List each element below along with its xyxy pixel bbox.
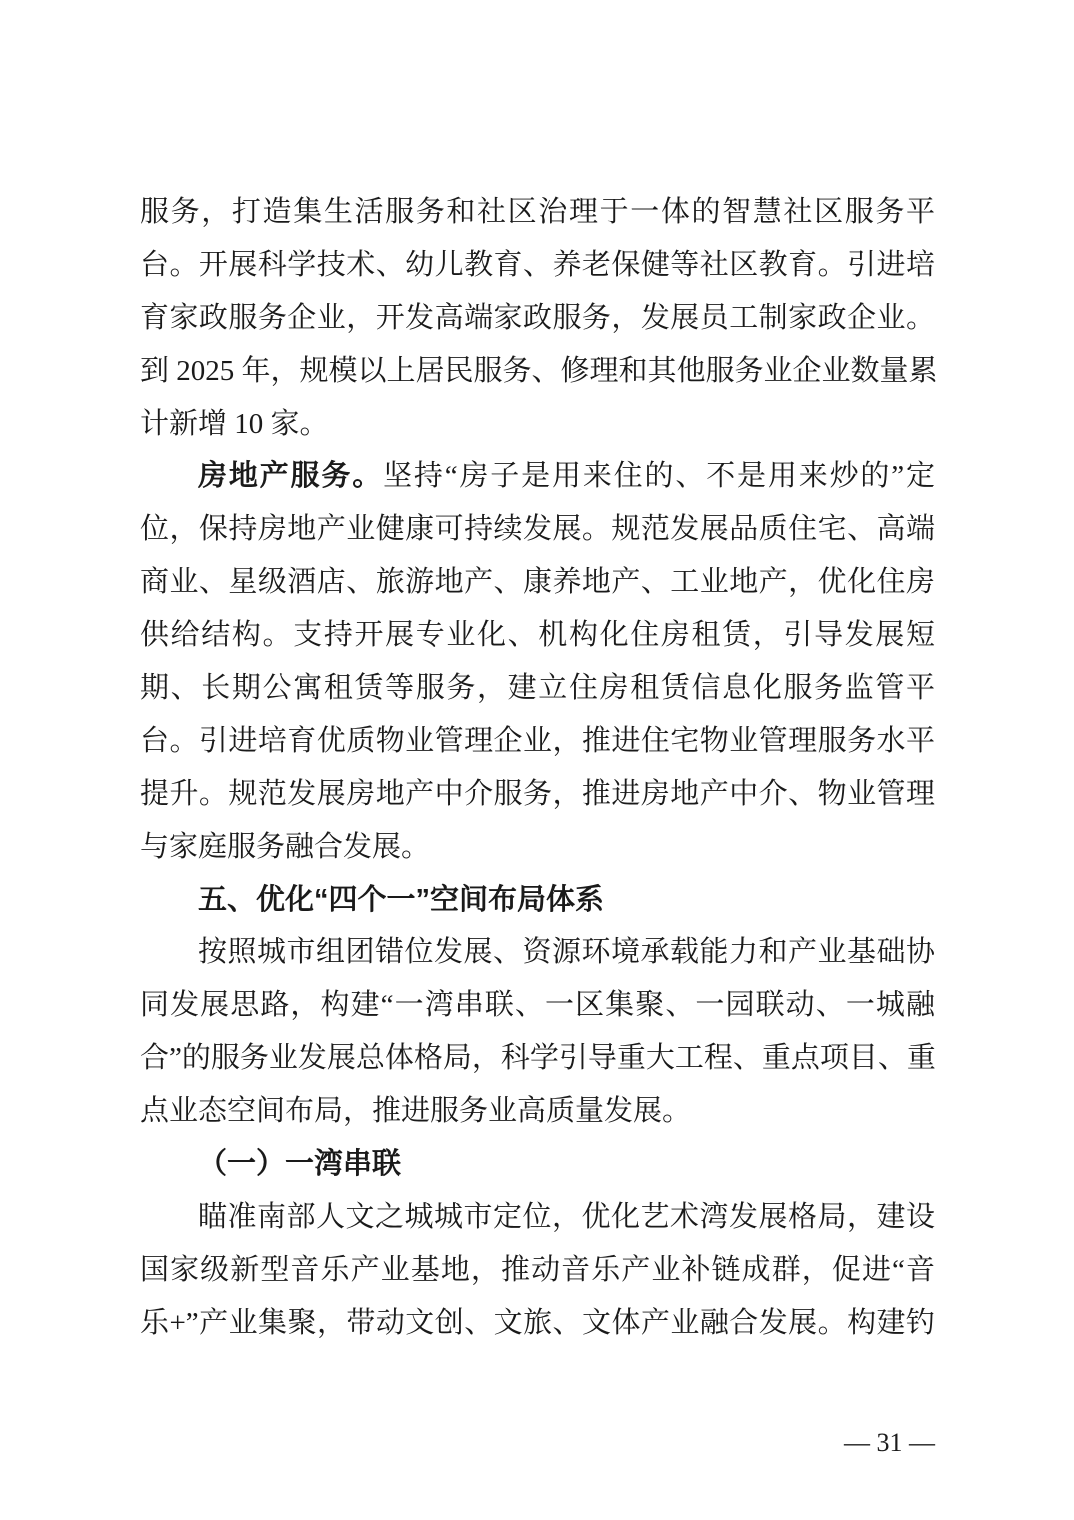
- text-line: 供给结构。支持开展专业化、机构化住房租赁，引导发展短: [140, 619, 935, 652]
- subsection-heading: （一）一湾串联: [198, 1148, 402, 1181]
- section-heading: 五、优化“四个一”空间布局体系: [198, 883, 605, 916]
- paragraph-lead-heading: 房地产服务。: [198, 460, 384, 493]
- text-line: 同发展思路，构建“一湾串联、一区集聚、一园联动、一城融: [140, 989, 935, 1022]
- document-body: [140, 186, 938, 1350]
- text-line: 按照城市组团错位发展、资源环境承载能力和产业基础协: [198, 936, 935, 969]
- text-line: 乐+”产业集聚，带动文创、文旅、文体产业融合发展。构建钓: [140, 1306, 935, 1339]
- text-line: 台。引进培育优质物业管理企业，推进住宅物业管理服务水平: [140, 724, 935, 757]
- text-span: 坚持“房子是用来住的、不是用来炒的”定: [383, 460, 935, 493]
- text-line: 国家级新型音乐产业基地，推动音乐产业补链成群，促进“音: [140, 1253, 935, 1286]
- text-line: 育家政服务企业，开发高端家政服务，发展员工制家政企业。: [140, 301, 935, 334]
- text-line: 计新增 10 家。: [140, 407, 329, 440]
- text-line: 到 2025 年，规模以上居民服务、修理和其他服务业企业数量累: [140, 354, 938, 387]
- text-line: 与家庭服务融合发展。: [140, 830, 431, 863]
- text-line: 合”的服务业发展总体格局，科学引导重大工程、重点项目、重: [140, 1042, 936, 1075]
- page-number: — 31 —: [844, 1428, 935, 1457]
- text-line: 期、长期公寓租赁等服务，建立住房租赁信息化服务监管平: [140, 672, 935, 705]
- text-line: 台。开展科学技术、幼儿教育、养老保健等社区教育。引进培: [140, 248, 935, 281]
- text-line: 提升。规范发展房地产中介服务，推进房地产中介、物业管理: [140, 777, 935, 810]
- text-line-real-estate: [140, 450, 935, 503]
- text-line: 服务，打造集生活服务和社区治理于一体的智慧社区服务平: [140, 196, 935, 228]
- text-line: 点业态空间布局，推进服务业高质量发展。: [140, 1095, 692, 1128]
- text-line: 商业、星级酒店、旅游地产、康养地产、工业地产，优化住房: [140, 566, 935, 599]
- text-line: 瞄准南部人文之城城市定位，优化艺术湾发展格局，建设: [198, 1200, 935, 1233]
- text-line: 位，保持房地产业健康可持续发展。规范发展品质住宅、高端: [140, 513, 935, 546]
